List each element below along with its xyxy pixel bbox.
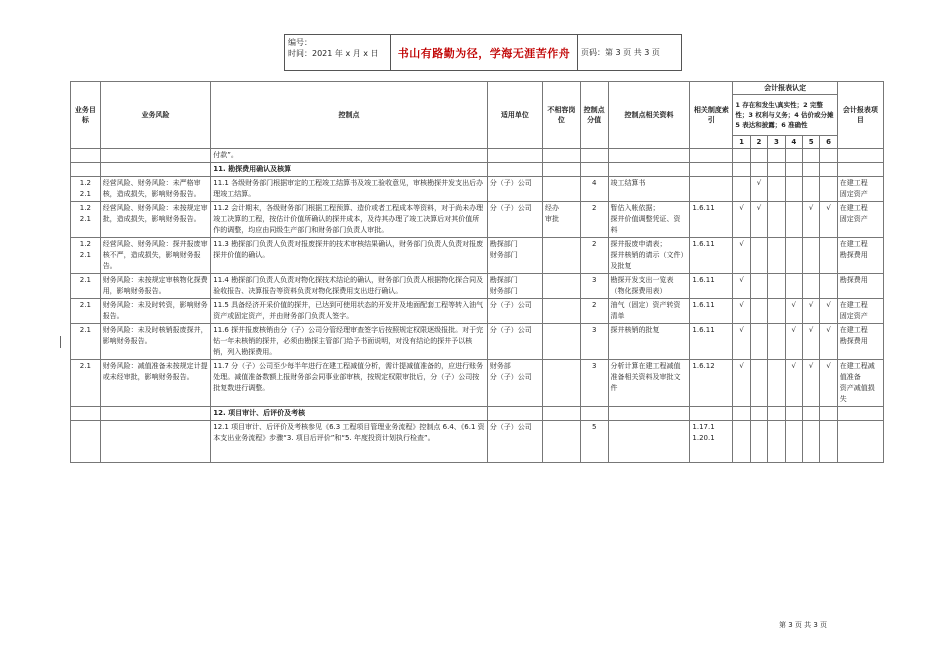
docs-cell: 探井核销的批复 (608, 324, 690, 360)
goal-cell: 2.1 (71, 274, 101, 299)
docs-cell: 分析计算在建工程减值准备相关资料及审批文件 (608, 360, 690, 407)
table-body (71, 177, 884, 407)
check-mark-cell: √ (750, 202, 767, 238)
table-row (71, 299, 884, 324)
col-score: 控制点分值 (580, 82, 608, 149)
table-row (71, 177, 884, 202)
control-cell: 11.3 勘探部门负责人负责对报废探井的技术审核结果确认，财务部门负责人负责对报废探井价值的确认。 (211, 238, 487, 274)
docs-cell: 油气（固定）资产转资清单 (608, 299, 690, 324)
col-num: 3 (768, 136, 785, 149)
section-row (71, 163, 884, 177)
check-mark-cell: √ (733, 238, 750, 274)
col-risk: 业务风险 (100, 82, 211, 149)
header-meta (285, 35, 391, 70)
check-mark-cell (820, 177, 837, 202)
item-cell: 在建工程 勘探费用 (837, 324, 883, 360)
check-mark-cell (802, 177, 819, 202)
incompatible-cell (542, 324, 580, 360)
index-cell: 1.6.11 (690, 238, 733, 274)
check-mark-cell (785, 238, 802, 274)
check-mark-cell (750, 299, 767, 324)
incompatible-cell (542, 299, 580, 324)
col-control: 控制点 (211, 82, 487, 149)
score-cell: 4 (580, 177, 608, 202)
item-cell: 在建工程 固定资产 (837, 202, 883, 238)
control-cell: 11.7 分（子）公司至少每半年进行在建工程减值分析，需计提减值准备的，应进行账务处理。减值准备数额上报财务部会同事业部审核，按规定权限审批后，分（子）公司按批复数进行调整。 (211, 360, 487, 407)
check-mark-cell (820, 238, 837, 274)
time-label: 时间：2021 年 x 月 x 日 (288, 49, 379, 58)
check-mark-cell (768, 360, 785, 407)
table-row (71, 360, 884, 407)
goal-cell: 2.1 (71, 324, 101, 360)
goal-cell: 2.1 (71, 299, 101, 324)
unit-cell: 财务部 分（子）公司 (487, 360, 542, 407)
check-mark-cell (768, 238, 785, 274)
check-mark-cell (768, 177, 785, 202)
risk-cell: 财务风险：未及时转资，影响财务报告。 (100, 299, 211, 324)
check-mark-cell (785, 202, 802, 238)
item-cell: 在建工程 勘探费用 (837, 238, 883, 274)
section-row (71, 407, 884, 421)
check-mark-cell: √ (802, 202, 819, 238)
control-cell: 11.1 各级财务部门根据审定的工程竣工结算书及竣工验收意见，审核勘探井发支出后办理竣工结算。 (211, 177, 487, 202)
risk-cell: 经营风险、财务风险：未严格审核，造成损失，影响财务报告。 (100, 177, 211, 202)
index-cell: 1.6.11 (690, 202, 733, 238)
check-mark-cell (750, 324, 767, 360)
incompatible-cell (542, 360, 580, 407)
check-mark-cell: √ (820, 324, 837, 360)
item-cell: 在建工程 固定资产 (837, 299, 883, 324)
check-mark-cell: √ (802, 324, 819, 360)
check-mark-cell: √ (802, 360, 819, 407)
check-mark-cell: √ (820, 299, 837, 324)
incompatible-cell (542, 177, 580, 202)
col-incompatible: 不相容岗位 (542, 82, 580, 149)
docs-cell: 探井报废申请表； 探井核销的请示（文件）及批复 (608, 238, 690, 274)
check-mark-cell: √ (785, 360, 802, 407)
col-report-group: 会计报表认定 (733, 82, 837, 95)
score-cell: 3 (580, 360, 608, 407)
goal-cell: 1.2 2.1 (71, 202, 101, 238)
header-row (71, 82, 884, 95)
unit-cell: 分（子）公司 (487, 177, 542, 202)
table-row (71, 238, 884, 274)
goal-cell: 1.2 2.1 (71, 238, 101, 274)
item-cell: 勘探费用 (837, 274, 883, 299)
check-mark-cell (750, 238, 767, 274)
unit-cell: 勘探部门 财务部门 (487, 238, 542, 274)
table-row (71, 202, 884, 238)
score-cell: 5 (580, 421, 608, 463)
section-title: 12. 项目审计、后评价及考核 (211, 407, 487, 421)
unit-cell: 分（子）公司 (487, 299, 542, 324)
item-cell: 在建工程 固定资产 (837, 177, 883, 202)
col-docs: 控制点相关资料 (608, 82, 690, 149)
index-cell: 1.17.1 1.20.1 (690, 421, 733, 463)
item-cell: 在建工程减值准备 资产减值损失 (837, 360, 883, 407)
check-mark-cell (820, 274, 837, 299)
table-row (71, 324, 884, 360)
check-mark-cell: √ (733, 299, 750, 324)
check-mark-cell: √ (802, 299, 819, 324)
col-num: 2 (750, 136, 767, 149)
page-label: 页码：第 3 页 共 3 页 (581, 48, 660, 57)
col-num: 4 (785, 136, 802, 149)
check-mark-cell (802, 274, 819, 299)
col-num: 5 (802, 136, 819, 149)
col-num: 6 (820, 136, 837, 149)
control-table (70, 81, 884, 463)
risk-cell: 财务风险：减值准备未按规定计提或未经审批，影响财务报告。 (100, 360, 211, 407)
table-row (71, 421, 884, 463)
control-cell: 11.2 会计期末，各级财务部门根据工程预算、造价或者工程成本等资料，对于尚未办理竣工决算的工程，按估计价值所确认的探井成本，及待其办理了竣工决算后对其价值所作的调整，均应由同级生产部门和财务部门负责人审批。 (211, 202, 487, 238)
incompatible-cell: 经办 审批 (542, 202, 580, 238)
docs-cell: 暂估入帐依据； 探井价值调整凭证、资料 (608, 202, 690, 238)
col-goal: 业务目标 (71, 82, 101, 149)
check-mark-cell: √ (733, 274, 750, 299)
index-cell: 1.6.11 (690, 274, 733, 299)
check-mark-cell: √ (785, 299, 802, 324)
risk-cell: 财务风险：未及时核销报废探井，影响财务报告。 (100, 324, 211, 360)
index-cell: 1.6.11 (690, 299, 733, 324)
header-motto: 书山有路勤为径，学海无涯苦作舟 (391, 35, 578, 70)
index-cell (690, 177, 733, 202)
risk-cell: 经营风险、财务风险：探井报废审核不严，造成损失，影响财务报告。 (100, 238, 211, 274)
col-report-desc: 1 存在和发生\真实性；2 完整性；3 权利与义务；4 估价或分摊 5 表达和披露；6 准确性 (733, 95, 837, 136)
goal-cell: 2.1 (71, 360, 101, 407)
check-mark-cell (750, 360, 767, 407)
check-mark-cell (768, 274, 785, 299)
index-cell: 1.6.11 (690, 324, 733, 360)
page-footer: 第 3 页 共 3 页 (779, 621, 828, 629)
check-mark-cell: √ (785, 324, 802, 360)
score-cell: 3 (580, 274, 608, 299)
col-unit: 适用单位 (487, 82, 542, 149)
check-mark-cell (802, 238, 819, 274)
check-mark-cell (785, 177, 802, 202)
check-mark-cell (785, 274, 802, 299)
incompatible-cell (542, 274, 580, 299)
col-num: 1 (733, 136, 750, 149)
risk-cell: 经营风险、财务风险：未按规定审批，造成损失，影响财务报告。 (100, 202, 211, 238)
risk-cell: 财务风险：未按规定审核物化探费用，影响财务报告。 (100, 274, 211, 299)
score-cell: 2 (580, 238, 608, 274)
document-header (284, 34, 682, 71)
index-cell: 1.6.12 (690, 360, 733, 407)
check-mark-cell: √ (820, 202, 837, 238)
continuation-text: 付款”。 (211, 149, 487, 163)
score-cell: 3 (580, 324, 608, 360)
unit-cell: 分（子）公司 (487, 324, 542, 360)
score-cell: 2 (580, 202, 608, 238)
section-title: 11. 勘探费用确认及核算 (211, 163, 487, 177)
control-cell: 11.4 勘探部门负责人负责对物化探技术结论的确认，财务部门负责人根据物化探合同及验收报告、决算报告等资料负责对物化探费用支出进行确认。 (211, 274, 487, 299)
docs-cell: 勘探开发支出一览表（物化探费用表） (608, 274, 690, 299)
unit-cell: 分（子）公司 (487, 202, 542, 238)
unit-cell: 勘探部门 财务部门 (487, 274, 542, 299)
control-cell: 12.1 项目审计、后评价及考核参见《6.3 工程项目管理业务流程》控制点 6.4、《6.1 资本支出业务流程》步骤“3. 项目后评价”和“5. 年度投资计划执行检查”。 (211, 421, 487, 463)
check-mark-cell: √ (733, 324, 750, 360)
control-cell: 11.6 探井报废核销由分（子）公司分管经理审查签字后按照规定权限逐级报批。对于完钻一年未核销的探井，必须由勘探主管部门给予书面说明，对没有结论的探井予以核销，列入勘探费用。 (211, 324, 487, 360)
check-mark-cell (768, 299, 785, 324)
control-cell: 11.5 具备经济开采价值的探井，已达到可使用状态的开发井及地面配套工程等转入油气资产或固定资产，并由财务部门负责人签字。 (211, 299, 487, 324)
check-mark-cell: √ (750, 177, 767, 202)
continuation-row (71, 149, 884, 163)
unit-cell: 分（子）公司 (487, 421, 542, 463)
margin-mark (60, 336, 61, 348)
incompatible-cell (542, 238, 580, 274)
number-label: 编号： (288, 38, 312, 47)
table-row (71, 274, 884, 299)
check-mark-cell: √ (733, 202, 750, 238)
score-cell: 2 (580, 299, 608, 324)
col-item: 会计报表项目 (837, 82, 883, 149)
check-mark-cell (750, 274, 767, 299)
goal-cell: 1.2 2.1 (71, 177, 101, 202)
check-mark-cell: √ (820, 360, 837, 407)
docs-cell: 竣工结算书 (608, 177, 690, 202)
check-mark-cell (733, 177, 750, 202)
col-index: 相关制度索引 (690, 82, 733, 149)
check-mark-cell: √ (733, 360, 750, 407)
check-mark-cell (768, 202, 785, 238)
check-mark-cell (768, 324, 785, 360)
